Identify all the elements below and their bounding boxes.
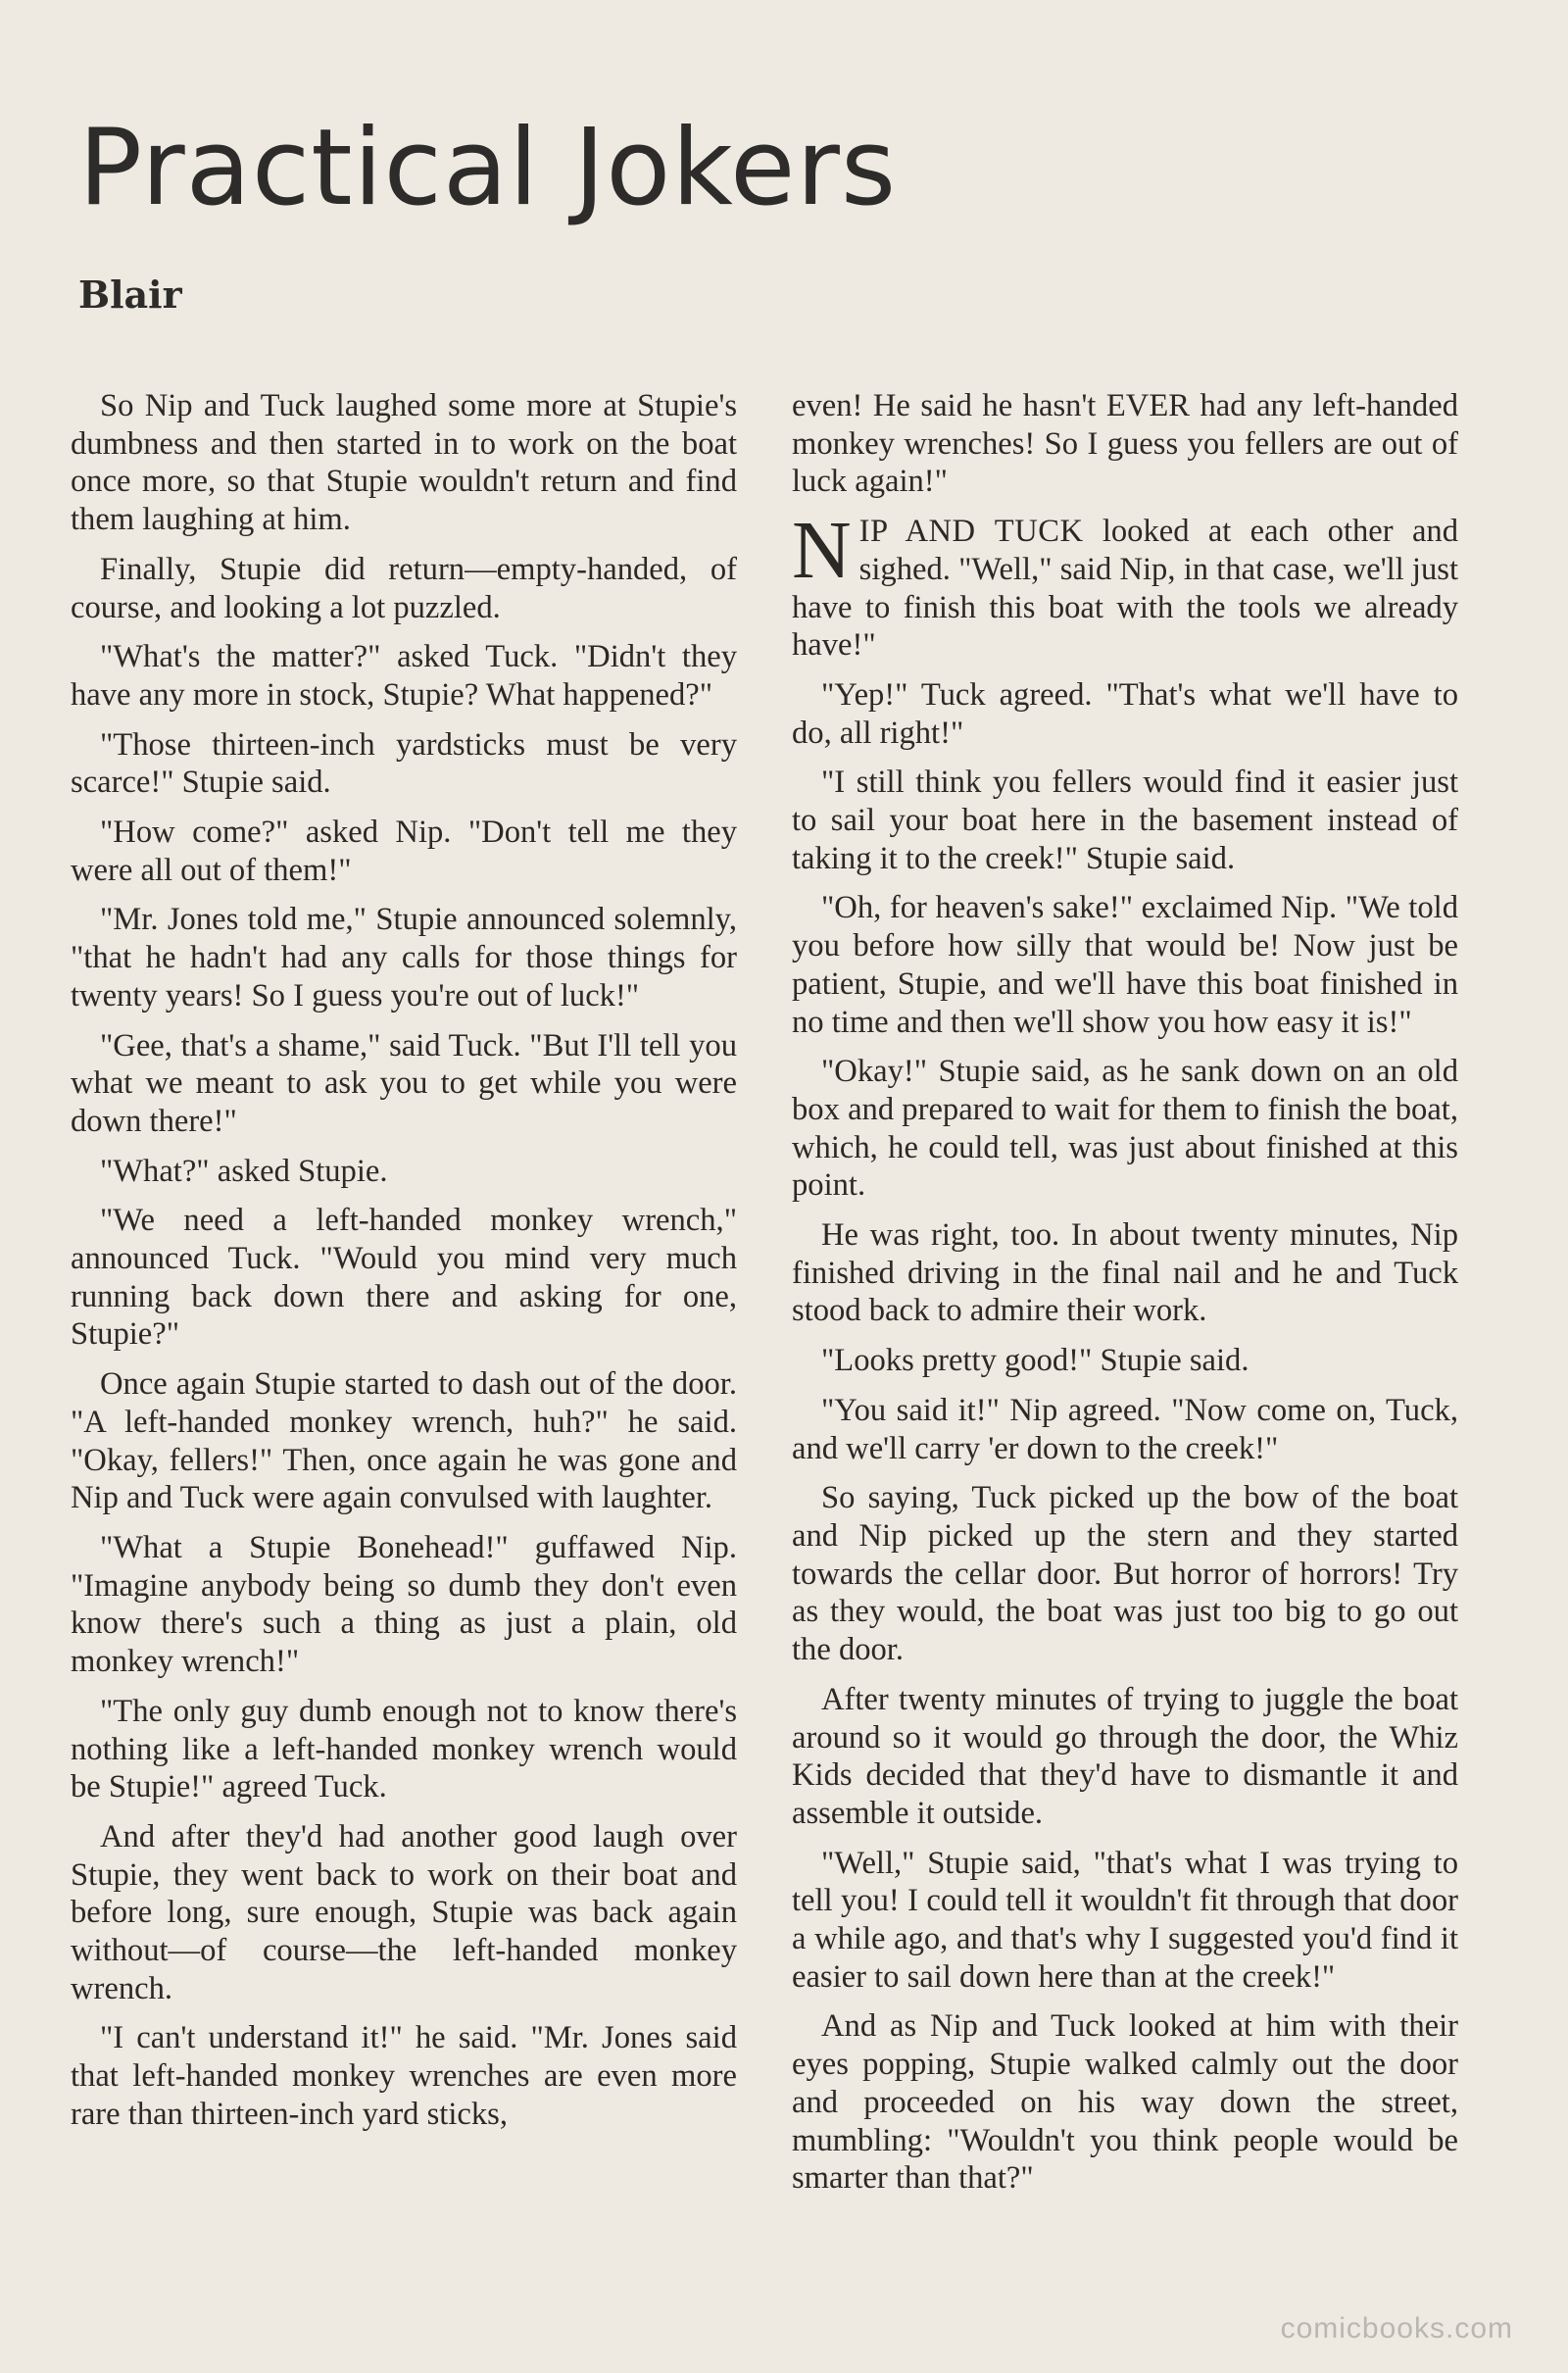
paragraph: And after they'd had another good laugh over Stupie, they went back to work on their boat and before long, sure enough, Stupie was back again without—of course—the left-handed monkey wrench.	[71, 1818, 737, 2006]
paragraph: "What?" asked Stupie.	[100, 1153, 388, 1189]
paragraph: "I still think you fellers would find it easier just to sail your boat here in the basement instead of taking it to the creek!" Stupie said.	[792, 765, 1458, 876]
paragraph: "What's the matter?" asked Tuck. "Didn't they have any more in stock, Stupie? What happened?"	[71, 639, 737, 713]
watermark: comicbooks.com	[1280, 2312, 1513, 2345]
author-byline: Blair	[78, 272, 182, 317]
paragraph: "The only guy dumb enough not to know there's nothing like a left-handed monkey wrench would be Stupie!" agreed Tuck.	[71, 1693, 737, 1805]
paragraph: "I can't understand it!" he said. "Mr. Jones said that left-handed monkey wrenches are even more rare than thirteen-inch yard sticks,	[71, 2020, 737, 2132]
paragraph: He was right, too. In about twenty minutes, Nip finished driving in the final nail and he and Tuck stood back to admire their work.	[792, 1217, 1458, 1329]
paragraph: "Those thirteen-inch yardsticks must be very scarce!" Stupie said.	[71, 726, 737, 801]
paragraph: Finally, Stupie did return—empty-handed, of course, and looking a lot puzzled.	[71, 551, 737, 625]
paragraph: "Looks pretty good!" Stupie said.	[821, 1343, 1250, 1379]
paragraph: "Okay!" Stupie said, as he sank down on an old box and prepared to wait for them to finish the boat, which, he could tell, was just about finished at this point.	[792, 1054, 1458, 1204]
paragraph: So Nip and Tuck laughed some more at Stupie's dumbness and then started in to work on the boat once more, so that Stupie wouldn't return and find them laughing at him.	[71, 388, 737, 538]
left-column	[71, 387, 737, 2146]
paragraph: "Well," Stupie said, "that's what I was trying to tell you! I could tell it wouldn't fit through that door a while ago, and that's why I suggested you'd find it easier to sail down here than at the creek!"	[792, 1845, 1458, 1995]
paragraph: "You said it!" Nip agreed. "Now come on, Tuck, and we'll carry 'er down to the creek!"	[792, 1392, 1458, 1466]
paragraph: "Gee, that's a shame," said Tuck. "But I'll tell you what we meant to ask you to get while you were down there!"	[71, 1027, 737, 1139]
drop-cap: N	[792, 505, 852, 597]
article-title: Practical Jokers	[78, 107, 898, 229]
paragraph: "Oh, for heaven's sake!" exclaimed Nip. "We told you before how silly that would be! Now just be patient, Stupie, and we'll have this boat finished in no time and then we'll show you how easy it is!"	[792, 890, 1458, 1040]
paragraph: "We need a left-handed monkey wrench," announced Tuck. "Would you mind very much running back down there and asking for one, Stupie?"	[71, 1203, 737, 1353]
paragraph: even! He said he hasn't EVER had any left-handed monkey wrenches! So I guess you fellers are out of luck again!"	[792, 388, 1458, 500]
right-column	[792, 387, 1458, 2209]
dropcap-caps: IP AND TUCK	[858, 514, 1084, 550]
dropcap-paragraph	[792, 505, 1458, 665]
paragraph: Once again Stupie started to dash out of the door. "A left-handed monkey wrench, huh?" he said. "Okay, fellers!" Then, once again he was gone and Nip and Tuck were again convulsed with laughter.	[71, 1366, 737, 1516]
paragraph: So saying, Tuck picked up the bow of the boat and Nip picked up the stern and they started towards the cellar door. But horror of horrors! Try as they would, the boat was just too big to go out the door.	[792, 1480, 1458, 1668]
dropcap-text: looked at each other and sighed. "Well," said Nip, in that case, we'll just have to finish this boat with the tools we already have!"	[792, 514, 1458, 664]
paragraph: "Mr. Jones told me," Stupie announced solemnly, "that he hadn't had any calls for those things for twenty years! So I guess you're out of luck!"	[71, 902, 737, 1013]
paragraph: "How come?" asked Nip. "Don't tell me they were all out of them!"	[71, 815, 737, 888]
paragraph: And as Nip and Tuck looked at him with their eyes popping, Stupie walked calmly out the door and proceeded on his way down the street, mumbling: "Wouldn't you think people would be smarter than that?"	[792, 2008, 1458, 2197]
paragraph: After twenty minutes of trying to juggle the boat around so it would go through the door, the Whiz Kids decided that they'd have to dismantle it and assemble it outside.	[792, 1681, 1458, 1831]
paragraph: "What a Stupie Bonehead!" guffawed Nip. "Imagine anybody being so dumb they don't even know there's such a thing as just a plain, old monkey wrench!"	[71, 1529, 737, 1680]
paragraph: "Yep!" Tuck agreed. "That's what we'll have to do, all right!"	[792, 676, 1458, 751]
